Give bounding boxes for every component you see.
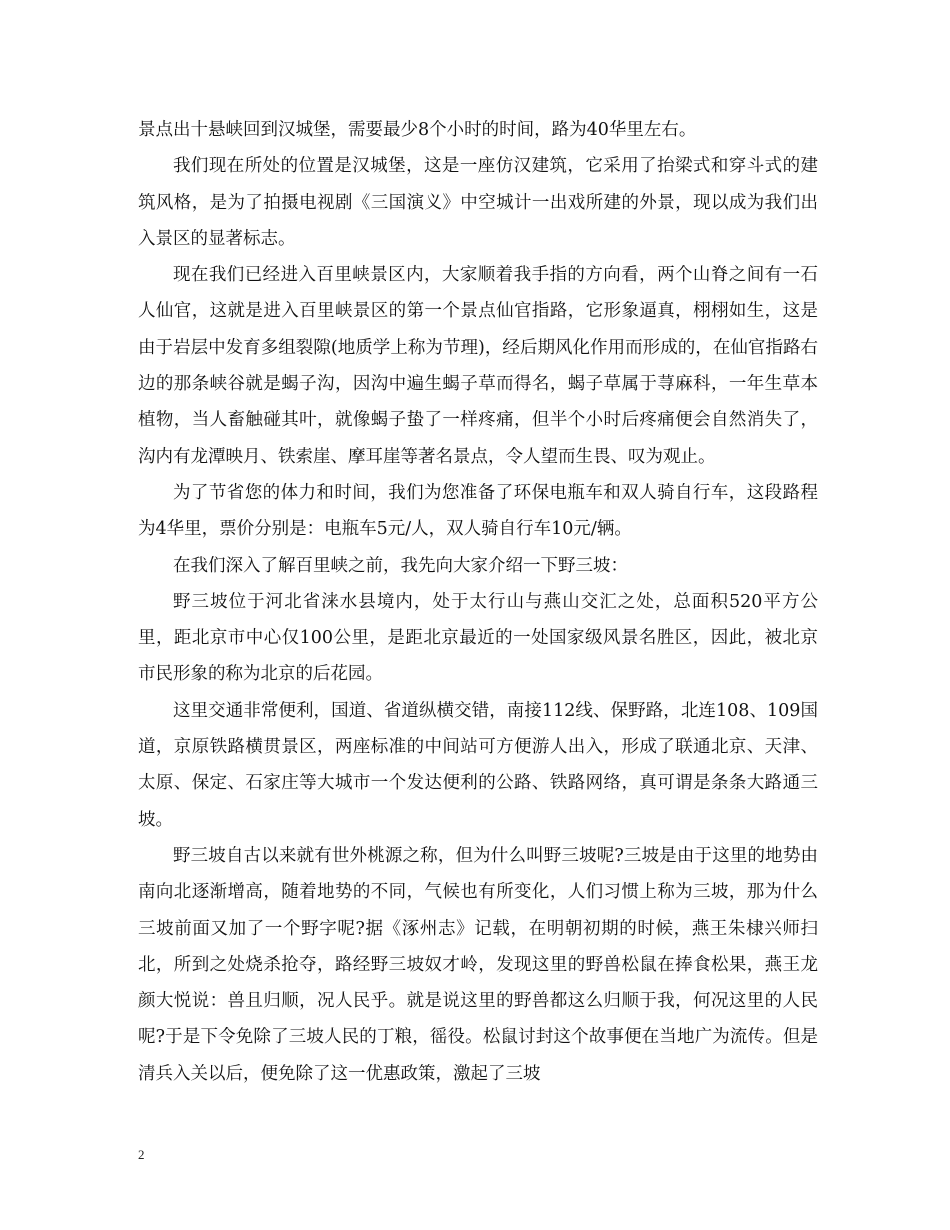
page-number: 2 xyxy=(138,1147,145,1162)
paragraph-8: 野三坡自古以来就有世外桃源之称，但为什么叫野三坡呢?三坡是由于这里的地势由南向北逐渐增高，随着地势的不同，气候也有所变化，人们习惯上称为三坡，那为什么三坡前面又加了一个野字呢?据《涿州志》记载，在明朝初期的时候，燕王朱棣兴师扫北，所到之处烧杀抢夺，路经野三坡奴才岭，发现这里的野兽松鼠在捧食松果，燕王龙颜大悦说：兽且归顺，况人民乎。就是说这里的野兽都这么归顺于我，何况这里的人民呢?于是下令免除了三坡人民的丁粮，徭役。松鼠讨封这个故事便在当地广为流传。但是清兵入关以后，便免除了这一优惠政策，激起了三坡 xyxy=(138,845,818,1084)
paragraph-2: 我们现在所处的位置是汉城堡，这是一座仿汉建筑，它采用了抬梁式和穿斗式的建筑风格，是为了拍摄电视剧《三国演义》中空城计一出戏所建的外景，现以成为我们出入景区的显著标志。 xyxy=(138,156,818,249)
paragraph-6: 野三坡位于河北省涞水县境内，处于太行山与燕山交汇之处，总面积520平方公里，距北京市中心仅100公里，是距北京最近的一处国家级风景名胜区，因此，被北京市民形象的称为北京的后花园。 xyxy=(138,591,818,685)
paragraph-1: 景点出十悬峡回到汉城堡，需要最少8个小时的时间，路为40华里左右。 xyxy=(138,120,697,140)
paragraph-7: 这里交通非常便利，国道、省道纵横交错，南接112线、保野路，北连108、109国道，京原铁路横贯景区，两座标准的中间站可方便游人出入，形成了联通北京、天津、太原、保定、石家庄等大城市一个发达便利的公路、铁路网络，真可谓是条条大路通三坡。 xyxy=(138,700,818,830)
paragraph-5: 在我们深入了解百里峡之前，我先向大家介绍一下野三坡： xyxy=(173,555,628,576)
paragraph-4: 为了节省您的体力和时间，我们为您准备了环保电瓶车和双人骑自行车，这段路程为4华里，票价分别是：电瓶车5元/人，双人骑自行车10元/辆。 xyxy=(138,482,818,540)
paragraph-3: 现在我们已经进入百里峡景区内，大家顺着我手指的方向看，两个山脊之间有一石人仙官，这就是进入百里峡景区的第一个景点仙官指路，它形象逼真，栩栩如生，这是由于岩层中发育多组裂隙(地质学上称为节理)，经后期风化作用而形成的，在仙官指路右边的那条峡谷就是蝎子沟，因沟中遍生蝎子草而得名，蝎子草属于荨麻科，一年生草本植物，当人畜触碰其叶，就像蝎子蛰了一样疼痛，但半个小时后疼痛便会自然消失了，沟内有龙潭映月、铁索崖、摩耳崖等著名景点，令人望而生畏、叹为观止。 xyxy=(138,265,818,467)
document-body xyxy=(138,112,818,1092)
